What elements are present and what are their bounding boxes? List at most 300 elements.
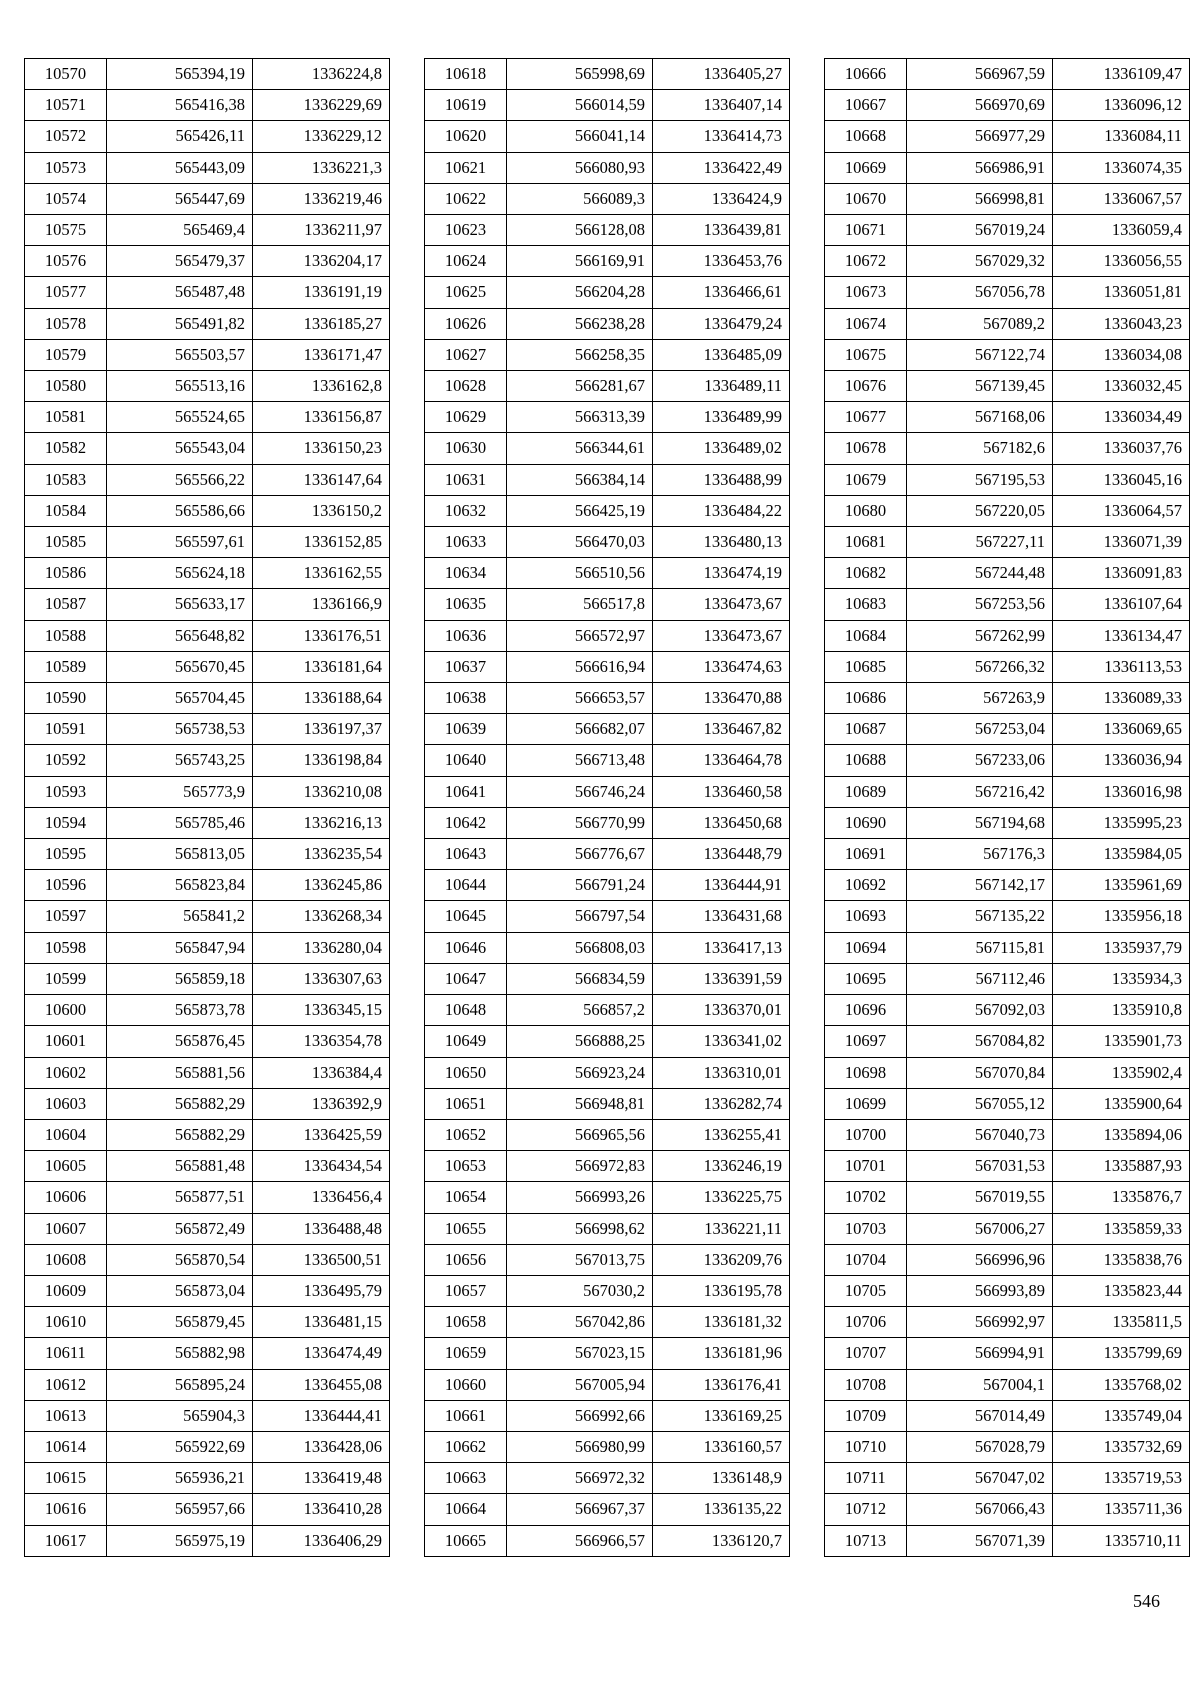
y-coordinate-cell: 1336392,9 bbox=[253, 1088, 390, 1119]
point-number-cell: 10574 bbox=[25, 183, 107, 214]
table-row bbox=[25, 558, 390, 589]
x-coordinate-cell: 566169,91 bbox=[507, 246, 653, 277]
point-number-cell: 10669 bbox=[825, 152, 907, 183]
y-coordinate-cell: 1336147,64 bbox=[253, 464, 390, 495]
table-row bbox=[825, 90, 1190, 121]
point-number-cell: 10615 bbox=[25, 1463, 107, 1494]
y-coordinate-cell: 1336268,34 bbox=[253, 901, 390, 932]
table-row bbox=[25, 339, 390, 370]
y-coordinate-cell: 1336221,11 bbox=[653, 1213, 790, 1244]
x-coordinate-cell: 566258,35 bbox=[507, 339, 653, 370]
table-row bbox=[825, 246, 1190, 277]
x-coordinate-cell: 567253,56 bbox=[907, 589, 1053, 620]
y-coordinate-cell: 1336109,47 bbox=[1053, 59, 1190, 90]
table-row bbox=[825, 1463, 1190, 1494]
x-coordinate-cell: 566791,24 bbox=[507, 870, 653, 901]
y-coordinate-cell: 1336307,63 bbox=[253, 963, 390, 994]
x-coordinate-cell: 567253,04 bbox=[907, 714, 1053, 745]
point-number-cell: 10659 bbox=[425, 1338, 507, 1369]
point-number-cell: 10590 bbox=[25, 683, 107, 714]
y-coordinate-cell: 1335838,76 bbox=[1053, 1244, 1190, 1275]
point-number-cell: 10685 bbox=[825, 651, 907, 682]
y-coordinate-cell: 1335811,5 bbox=[1053, 1307, 1190, 1338]
point-number-cell: 10594 bbox=[25, 807, 107, 838]
y-coordinate-cell: 1336188,64 bbox=[253, 683, 390, 714]
point-number-cell: 10576 bbox=[25, 246, 107, 277]
y-coordinate-cell: 1335956,18 bbox=[1053, 901, 1190, 932]
x-coordinate-cell: 565513,16 bbox=[107, 371, 253, 402]
point-number-cell: 10646 bbox=[425, 932, 507, 963]
table-row bbox=[25, 620, 390, 651]
table-row bbox=[825, 1369, 1190, 1400]
x-coordinate-cell: 566204,28 bbox=[507, 277, 653, 308]
table-row bbox=[825, 1275, 1190, 1306]
point-number-cell: 10703 bbox=[825, 1213, 907, 1244]
y-coordinate-cell: 1335859,33 bbox=[1053, 1213, 1190, 1244]
y-coordinate-cell: 1336474,63 bbox=[653, 651, 790, 682]
point-number-cell: 10579 bbox=[25, 339, 107, 370]
table-row bbox=[425, 1275, 790, 1306]
y-coordinate-cell: 1336211,97 bbox=[253, 215, 390, 246]
y-coordinate-cell: 1336474,49 bbox=[253, 1338, 390, 1369]
point-number-cell: 10682 bbox=[825, 558, 907, 589]
table-row bbox=[25, 1057, 390, 1088]
table-row bbox=[825, 59, 1190, 90]
point-number-cell: 10674 bbox=[825, 308, 907, 339]
y-coordinate-cell: 1336045,16 bbox=[1053, 464, 1190, 495]
y-coordinate-cell: 1335710,11 bbox=[1053, 1525, 1190, 1556]
table-row bbox=[25, 121, 390, 152]
x-coordinate-cell: 565872,49 bbox=[107, 1213, 253, 1244]
x-coordinate-cell: 567031,53 bbox=[907, 1151, 1053, 1182]
x-coordinate-cell: 566994,91 bbox=[907, 1338, 1053, 1369]
point-number-cell: 10624 bbox=[425, 246, 507, 277]
x-coordinate-cell: 566980,99 bbox=[507, 1431, 653, 1462]
x-coordinate-cell: 565859,18 bbox=[107, 963, 253, 994]
y-coordinate-cell: 1336181,64 bbox=[253, 651, 390, 682]
point-number-cell: 10628 bbox=[425, 371, 507, 402]
y-coordinate-cell: 1336434,54 bbox=[253, 1151, 390, 1182]
point-number-cell: 10582 bbox=[25, 433, 107, 464]
y-coordinate-cell: 1335711,36 bbox=[1053, 1494, 1190, 1525]
x-coordinate-cell: 567014,49 bbox=[907, 1400, 1053, 1431]
table-row bbox=[25, 870, 390, 901]
y-coordinate-cell: 1336169,25 bbox=[653, 1400, 790, 1431]
table-row bbox=[825, 651, 1190, 682]
point-number-cell: 10704 bbox=[825, 1244, 907, 1275]
y-coordinate-cell: 1335799,69 bbox=[1053, 1338, 1190, 1369]
point-number-cell: 10662 bbox=[425, 1431, 507, 1462]
x-coordinate-cell: 566923,24 bbox=[507, 1057, 653, 1088]
y-coordinate-cell: 1336345,15 bbox=[253, 995, 390, 1026]
point-number-cell: 10642 bbox=[425, 807, 507, 838]
point-number-cell: 10671 bbox=[825, 215, 907, 246]
point-number-cell: 10677 bbox=[825, 402, 907, 433]
x-coordinate-cell: 566770,99 bbox=[507, 807, 653, 838]
point-number-cell: 10699 bbox=[825, 1088, 907, 1119]
table-row bbox=[425, 121, 790, 152]
y-coordinate-cell: 1336176,41 bbox=[653, 1369, 790, 1400]
table-row bbox=[25, 1525, 390, 1556]
point-number-cell: 10694 bbox=[825, 932, 907, 963]
point-number-cell: 10697 bbox=[825, 1026, 907, 1057]
x-coordinate-cell: 565566,22 bbox=[107, 464, 253, 495]
table-row bbox=[825, 152, 1190, 183]
table-row bbox=[425, 1494, 790, 1525]
y-coordinate-cell: 1335910,8 bbox=[1053, 995, 1190, 1026]
point-number-cell: 10584 bbox=[25, 495, 107, 526]
y-coordinate-cell: 1336488,99 bbox=[653, 464, 790, 495]
point-number-cell: 10670 bbox=[825, 183, 907, 214]
point-number-cell: 10640 bbox=[425, 745, 507, 776]
table-row bbox=[825, 901, 1190, 932]
point-number-cell: 10657 bbox=[425, 1275, 507, 1306]
point-number-cell: 10667 bbox=[825, 90, 907, 121]
x-coordinate-cell: 567168,06 bbox=[907, 402, 1053, 433]
y-coordinate-cell: 1336474,19 bbox=[653, 558, 790, 589]
x-coordinate-cell: 567004,1 bbox=[907, 1369, 1053, 1400]
table-row bbox=[25, 995, 390, 1026]
y-coordinate-cell: 1336198,84 bbox=[253, 745, 390, 776]
point-number-cell: 10611 bbox=[25, 1338, 107, 1369]
x-coordinate-cell: 567028,79 bbox=[907, 1431, 1053, 1462]
y-coordinate-cell: 1336091,83 bbox=[1053, 558, 1190, 589]
x-coordinate-cell: 565773,9 bbox=[107, 776, 253, 807]
y-coordinate-cell: 1336473,67 bbox=[653, 620, 790, 651]
x-coordinate-cell: 567112,46 bbox=[907, 963, 1053, 994]
point-number-cell: 10673 bbox=[825, 277, 907, 308]
table-row bbox=[25, 745, 390, 776]
x-coordinate-cell: 567042,86 bbox=[507, 1307, 653, 1338]
x-coordinate-cell: 565936,21 bbox=[107, 1463, 253, 1494]
y-coordinate-cell: 1336074,35 bbox=[1053, 152, 1190, 183]
point-number-cell: 10618 bbox=[425, 59, 507, 90]
x-coordinate-cell: 565443,09 bbox=[107, 152, 253, 183]
x-coordinate-cell: 566993,89 bbox=[907, 1275, 1053, 1306]
table-row bbox=[25, 495, 390, 526]
point-number-cell: 10595 bbox=[25, 839, 107, 870]
x-coordinate-cell: 566776,67 bbox=[507, 839, 653, 870]
y-coordinate-cell: 1336148,9 bbox=[653, 1463, 790, 1494]
y-coordinate-cell: 1336448,79 bbox=[653, 839, 790, 870]
table-row bbox=[425, 1525, 790, 1556]
x-coordinate-cell: 565670,45 bbox=[107, 651, 253, 682]
table-row bbox=[25, 59, 390, 90]
table-row bbox=[25, 1369, 390, 1400]
x-coordinate-cell: 565487,48 bbox=[107, 277, 253, 308]
y-coordinate-cell: 1336069,65 bbox=[1053, 714, 1190, 745]
y-coordinate-cell: 1336071,39 bbox=[1053, 527, 1190, 558]
table-row bbox=[425, 371, 790, 402]
x-coordinate-cell: 567089,2 bbox=[907, 308, 1053, 339]
x-coordinate-cell: 567006,27 bbox=[907, 1213, 1053, 1244]
y-coordinate-cell: 1336034,49 bbox=[1053, 402, 1190, 433]
y-coordinate-cell: 1336160,57 bbox=[653, 1431, 790, 1462]
x-coordinate-cell: 566993,26 bbox=[507, 1182, 653, 1213]
x-coordinate-cell: 566967,37 bbox=[507, 1494, 653, 1525]
point-number-cell: 10693 bbox=[825, 901, 907, 932]
y-coordinate-cell: 1336191,19 bbox=[253, 277, 390, 308]
y-coordinate-cell: 1336444,41 bbox=[253, 1400, 390, 1431]
y-coordinate-cell: 1336056,55 bbox=[1053, 246, 1190, 277]
point-number-cell: 10700 bbox=[825, 1119, 907, 1150]
x-coordinate-cell: 566344,61 bbox=[507, 433, 653, 464]
coordinates-table-1 bbox=[24, 58, 390, 1557]
table-row bbox=[425, 1088, 790, 1119]
point-number-cell: 10644 bbox=[425, 870, 507, 901]
table-row bbox=[825, 1057, 1190, 1088]
x-coordinate-cell: 567122,74 bbox=[907, 339, 1053, 370]
x-coordinate-cell: 565491,82 bbox=[107, 308, 253, 339]
table-row bbox=[425, 995, 790, 1026]
x-coordinate-cell: 565879,45 bbox=[107, 1307, 253, 1338]
y-coordinate-cell: 1335902,4 bbox=[1053, 1057, 1190, 1088]
table-row bbox=[825, 1151, 1190, 1182]
x-coordinate-cell: 566857,2 bbox=[507, 995, 653, 1026]
y-coordinate-cell: 1336176,51 bbox=[253, 620, 390, 651]
table-row bbox=[425, 932, 790, 963]
table-row bbox=[425, 651, 790, 682]
table-row bbox=[825, 870, 1190, 901]
table-row bbox=[425, 1400, 790, 1431]
x-coordinate-cell: 566014,59 bbox=[507, 90, 653, 121]
table-row bbox=[25, 277, 390, 308]
x-coordinate-cell: 566238,28 bbox=[507, 308, 653, 339]
table-row bbox=[25, 1307, 390, 1338]
y-coordinate-cell: 1336473,67 bbox=[653, 589, 790, 620]
point-number-cell: 10622 bbox=[425, 183, 507, 214]
table-row bbox=[425, 215, 790, 246]
point-number-cell: 10706 bbox=[825, 1307, 907, 1338]
table-row bbox=[425, 1463, 790, 1494]
table-row bbox=[825, 807, 1190, 838]
y-coordinate-cell: 1336453,76 bbox=[653, 246, 790, 277]
point-number-cell: 10666 bbox=[825, 59, 907, 90]
x-coordinate-cell: 565743,25 bbox=[107, 745, 253, 776]
point-number-cell: 10600 bbox=[25, 995, 107, 1026]
y-coordinate-cell: 1336456,4 bbox=[253, 1182, 390, 1213]
y-coordinate-cell: 1336480,13 bbox=[653, 527, 790, 558]
y-coordinate-cell: 1336391,59 bbox=[653, 963, 790, 994]
x-coordinate-cell: 566089,3 bbox=[507, 183, 653, 214]
point-number-cell: 10660 bbox=[425, 1369, 507, 1400]
table-row bbox=[425, 1369, 790, 1400]
table-row bbox=[25, 776, 390, 807]
table-row bbox=[25, 246, 390, 277]
point-number-cell: 10688 bbox=[825, 745, 907, 776]
x-coordinate-cell: 565882,98 bbox=[107, 1338, 253, 1369]
table-row bbox=[425, 464, 790, 495]
x-coordinate-cell: 566992,97 bbox=[907, 1307, 1053, 1338]
table-row bbox=[825, 683, 1190, 714]
table-row bbox=[825, 527, 1190, 558]
point-number-cell: 10654 bbox=[425, 1182, 507, 1213]
point-number-cell: 10625 bbox=[425, 277, 507, 308]
y-coordinate-cell: 1336246,19 bbox=[653, 1151, 790, 1182]
x-coordinate-cell: 566384,14 bbox=[507, 464, 653, 495]
point-number-cell: 10655 bbox=[425, 1213, 507, 1244]
x-coordinate-cell: 565543,04 bbox=[107, 433, 253, 464]
table-row bbox=[825, 277, 1190, 308]
table-row bbox=[25, 371, 390, 402]
point-number-cell: 10696 bbox=[825, 995, 907, 1026]
y-coordinate-cell: 1336431,68 bbox=[653, 901, 790, 932]
x-coordinate-cell: 567071,39 bbox=[907, 1525, 1053, 1556]
x-coordinate-cell: 566080,93 bbox=[507, 152, 653, 183]
point-number-cell: 10609 bbox=[25, 1275, 107, 1306]
table-row bbox=[825, 1119, 1190, 1150]
x-coordinate-cell: 565823,84 bbox=[107, 870, 253, 901]
point-number-cell: 10641 bbox=[425, 776, 507, 807]
table-row bbox=[425, 620, 790, 651]
x-coordinate-cell: 566834,59 bbox=[507, 963, 653, 994]
table-row bbox=[825, 1338, 1190, 1369]
point-number-cell: 10650 bbox=[425, 1057, 507, 1088]
table-row bbox=[825, 495, 1190, 526]
table-row bbox=[425, 183, 790, 214]
x-coordinate-cell: 567182,6 bbox=[907, 433, 1053, 464]
point-number-cell: 10684 bbox=[825, 620, 907, 651]
y-coordinate-cell: 1336282,74 bbox=[653, 1088, 790, 1119]
y-coordinate-cell: 1336209,76 bbox=[653, 1244, 790, 1275]
point-number-cell: 10587 bbox=[25, 589, 107, 620]
y-coordinate-cell: 1336162,8 bbox=[253, 371, 390, 402]
x-coordinate-cell: 565813,05 bbox=[107, 839, 253, 870]
point-number-cell: 10621 bbox=[425, 152, 507, 183]
table-row bbox=[25, 183, 390, 214]
table-row bbox=[425, 152, 790, 183]
point-number-cell: 10691 bbox=[825, 839, 907, 870]
table-row bbox=[425, 1307, 790, 1338]
table-row bbox=[25, 215, 390, 246]
x-coordinate-cell: 567005,94 bbox=[507, 1369, 653, 1400]
table-row bbox=[425, 776, 790, 807]
y-coordinate-cell: 1336043,23 bbox=[1053, 308, 1190, 339]
y-coordinate-cell: 1336135,22 bbox=[653, 1494, 790, 1525]
table-row bbox=[425, 433, 790, 464]
table-row bbox=[425, 308, 790, 339]
y-coordinate-cell: 1336166,9 bbox=[253, 589, 390, 620]
x-coordinate-cell: 565648,82 bbox=[107, 620, 253, 651]
x-coordinate-cell: 565882,29 bbox=[107, 1088, 253, 1119]
x-coordinate-cell: 565738,53 bbox=[107, 714, 253, 745]
table-row bbox=[425, 807, 790, 838]
point-number-cell: 10596 bbox=[25, 870, 107, 901]
table-row bbox=[825, 1431, 1190, 1462]
y-coordinate-cell: 1336016,98 bbox=[1053, 776, 1190, 807]
table-row bbox=[425, 714, 790, 745]
point-number-cell: 10578 bbox=[25, 308, 107, 339]
point-number-cell: 10635 bbox=[425, 589, 507, 620]
table-row bbox=[25, 1463, 390, 1494]
table-row bbox=[825, 963, 1190, 994]
table-row bbox=[825, 714, 1190, 745]
y-coordinate-cell: 1335749,04 bbox=[1053, 1400, 1190, 1431]
table-row bbox=[825, 745, 1190, 776]
x-coordinate-cell: 565881,48 bbox=[107, 1151, 253, 1182]
table-row bbox=[25, 1213, 390, 1244]
x-coordinate-cell: 567263,9 bbox=[907, 683, 1053, 714]
x-coordinate-cell: 567176,3 bbox=[907, 839, 1053, 870]
y-coordinate-cell: 1335901,73 bbox=[1053, 1026, 1190, 1057]
point-number-cell: 10589 bbox=[25, 651, 107, 682]
point-number-cell: 10707 bbox=[825, 1338, 907, 1369]
point-number-cell: 10603 bbox=[25, 1088, 107, 1119]
y-coordinate-cell: 1336489,11 bbox=[653, 371, 790, 402]
y-coordinate-cell: 1336245,86 bbox=[253, 870, 390, 901]
point-number-cell: 10610 bbox=[25, 1307, 107, 1338]
y-coordinate-cell: 1336162,55 bbox=[253, 558, 390, 589]
y-coordinate-cell: 1336489,02 bbox=[653, 433, 790, 464]
y-coordinate-cell: 1336405,27 bbox=[653, 59, 790, 90]
x-coordinate-cell: 565841,2 bbox=[107, 901, 253, 932]
table-row bbox=[825, 121, 1190, 152]
y-coordinate-cell: 1336156,87 bbox=[253, 402, 390, 433]
table-row bbox=[25, 1151, 390, 1182]
y-coordinate-cell: 1336107,64 bbox=[1053, 589, 1190, 620]
table-row bbox=[825, 1026, 1190, 1057]
y-coordinate-cell: 1336235,54 bbox=[253, 839, 390, 870]
table-row bbox=[25, 402, 390, 433]
table-row bbox=[425, 1057, 790, 1088]
y-coordinate-cell: 1336037,76 bbox=[1053, 433, 1190, 464]
point-number-cell: 10639 bbox=[425, 714, 507, 745]
point-number-cell: 10676 bbox=[825, 371, 907, 402]
y-coordinate-cell: 1336084,11 bbox=[1053, 121, 1190, 152]
x-coordinate-cell: 566713,48 bbox=[507, 745, 653, 776]
x-coordinate-cell: 565624,18 bbox=[107, 558, 253, 589]
x-coordinate-cell: 565479,37 bbox=[107, 246, 253, 277]
x-coordinate-cell: 567227,11 bbox=[907, 527, 1053, 558]
point-number-cell: 10592 bbox=[25, 745, 107, 776]
point-number-cell: 10679 bbox=[825, 464, 907, 495]
table-row bbox=[425, 589, 790, 620]
x-coordinate-cell: 565957,66 bbox=[107, 1494, 253, 1525]
table-row bbox=[25, 433, 390, 464]
x-coordinate-cell: 565633,17 bbox=[107, 589, 253, 620]
x-coordinate-cell: 565597,61 bbox=[107, 527, 253, 558]
y-coordinate-cell: 1336481,15 bbox=[253, 1307, 390, 1338]
x-coordinate-cell: 567142,17 bbox=[907, 870, 1053, 901]
point-number-cell: 10632 bbox=[425, 495, 507, 526]
point-number-cell: 10608 bbox=[25, 1244, 107, 1275]
y-coordinate-cell: 1336424,9 bbox=[653, 183, 790, 214]
table-row bbox=[425, 1213, 790, 1244]
x-coordinate-cell: 567220,05 bbox=[907, 495, 1053, 526]
x-coordinate-cell: 566965,56 bbox=[507, 1119, 653, 1150]
point-number-cell: 10711 bbox=[825, 1463, 907, 1494]
point-number-cell: 10619 bbox=[425, 90, 507, 121]
y-coordinate-cell: 1336034,08 bbox=[1053, 339, 1190, 370]
y-coordinate-cell: 1336204,17 bbox=[253, 246, 390, 277]
y-coordinate-cell: 1336150,23 bbox=[253, 433, 390, 464]
table-row bbox=[25, 90, 390, 121]
x-coordinate-cell: 565847,94 bbox=[107, 932, 253, 963]
x-coordinate-cell: 566281,67 bbox=[507, 371, 653, 402]
y-coordinate-cell: 1336484,22 bbox=[653, 495, 790, 526]
point-number-cell: 10616 bbox=[25, 1494, 107, 1525]
point-number-cell: 10591 bbox=[25, 714, 107, 745]
point-number-cell: 10577 bbox=[25, 277, 107, 308]
y-coordinate-cell: 1335876,7 bbox=[1053, 1182, 1190, 1213]
x-coordinate-cell: 566948,81 bbox=[507, 1088, 653, 1119]
y-coordinate-cell: 1336197,37 bbox=[253, 714, 390, 745]
point-number-cell: 10627 bbox=[425, 339, 507, 370]
point-number-cell: 10681 bbox=[825, 527, 907, 558]
y-coordinate-cell: 1336419,48 bbox=[253, 1463, 390, 1494]
y-coordinate-cell: 1336455,08 bbox=[253, 1369, 390, 1400]
x-coordinate-cell: 566808,03 bbox=[507, 932, 653, 963]
